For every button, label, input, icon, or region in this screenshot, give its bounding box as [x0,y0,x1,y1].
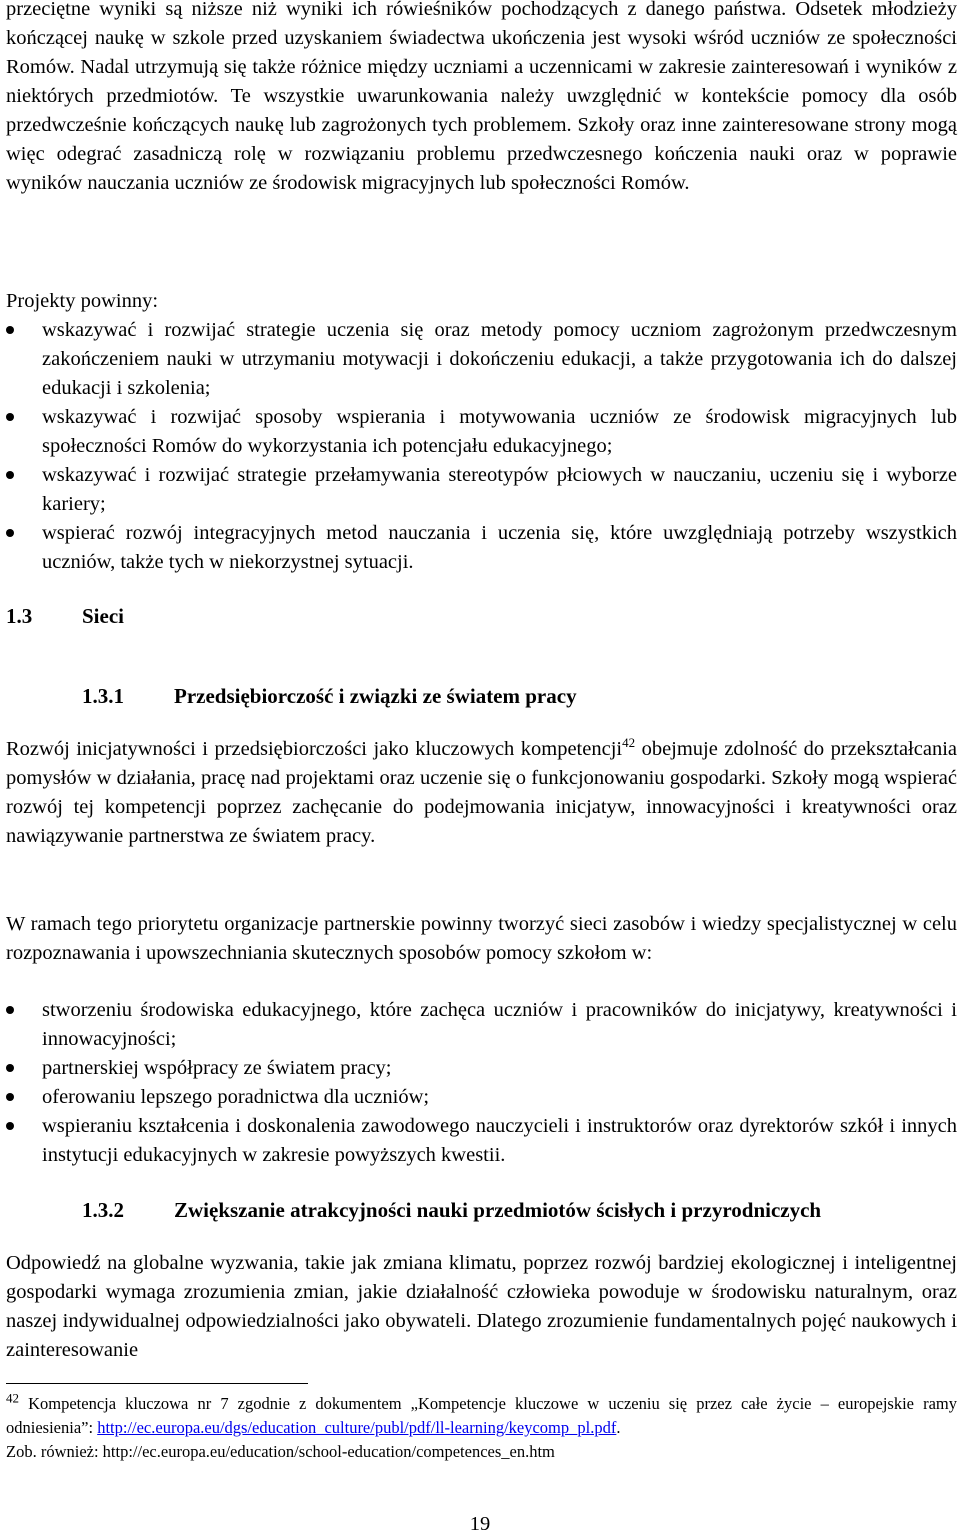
section-1-3-title: Sieci [82,604,124,628]
bullet-icon [6,1122,14,1130]
bullet-icon [6,471,14,479]
bullet-icon [6,1006,14,1014]
list-item: wskazywać i rozwijać strategie przełamywania stereotypów płciowych w nauczaniu, uczeniu się i wyborze kariery; [0,461,957,519]
bullet-icon [6,413,14,421]
list-item: stworzeniu środowiska edukacyjnego, które zachęca uczniów i pracowników do inicjatywy, kreatywności i innowacyjności; [0,996,957,1054]
network-bullet-list [0,996,957,1170]
bullet-icon [6,326,14,334]
footnote: $^{42}$ Kompetencja kluczowa nr 7 zgodnie z dokumentem „Kompetencje kluczowe w uczeniu się przez całe życie – europejskie ramy odniesienia”: http://ec.europa.eu/dgs/education_culture/publ/pdf/ll-learning/keycomp_pl.pdf. [6,1390,957,1437]
bullet-icon [6,1064,14,1072]
projects-label: Projekty powinny: [6,290,159,312]
bullet-icon [6,1093,14,1101]
footnote-number: 42 [6,1390,19,1406]
intro-paragraph: przeciętne wyniki są niższe niż wyniki ich rówieśników pochodzących z danego państwa. Odsetek młodzieży kończącej naukę w szkole przed uzyskaniem świadectwa ukończenia jest wysoki wśród uczniów ze społeczności Romów. Nadal utrzymują się także różnice między uczniami a uczennicami w zakresie zainteresowań i wyników z niektórych przedmiotów. Te wszystkie uwarunkowania należy uwzględnić w kontekście pomocy dla osób przedwcześnie kończących naukę lub zagrożonych tych problemem. Szkoły oraz inne zainteresowane strony mogą więc odegrać zasadniczą rolę w rozwiązaniu problemu przedwczesnego kończenia nauki oraz w poprawie wyników nauczania uczniów ze środowisk migracyjnych lub społeczności Romów. [6,0,957,194]
bullet-icon [6,529,14,537]
list-item: wskazywać i rozwijać strategie uczenia się oraz metody pomocy uczniom zagrożonym przedwczesnym zakończeniem nauki w utrzymaniu motywacji i dokończeniu edukacji, a także przygotowania ich do dalszej edukacji i szkolenia; [0,316,957,403]
list-item: wskazywać i rozwijać sposoby wspierania i motywowania uczniów ze środowisk migracyjnych lub społeczności Romów do wykorzystania ich potencjału edukacyjnego; [0,403,957,461]
page-number: 19 [469,1513,491,1535]
list-item: wspierać rozwój integracyjnych metod nauczania i uczenia się, które uwzględniają potrzeby wszystkich uczniów, także tych w niekorzystnej sytuacji. [0,519,957,577]
paragraph-networks: W ramach tego priorytetu organizacje partnerskie powinny tworzyć sieci zasobów i wiedzy specjalistycznej w celu rozpoznawania i upowszechniania skutecznych sposobów pomocy szkołom w: [6,913,957,964]
footnote-see-also: Zob. również: http://ec.europa.eu/education/school-education/competences_en.htm [6,1442,555,1461]
projects-bullet-list [0,316,957,577]
paragraph-science: Odpowiedź na globalne wyzwania, takie jak zmiana klimatu, poprzez rozwój bardziej ekologicznej i inteligentnej gospodarki wymaga zrozumienia zmian, jakie działalność człowieka powoduje w środowisku naturalnym, oraz naszej indywidualnej odpowiedzialności jako obywateli. Dlatego zrozumienie fundamentalnych pojęć naukowych i zainteresowanie [6,1252,957,1361]
list-item: partnerskiej współpracy ze światem pracy; [0,1054,957,1083]
section-1-3-2-number: 1.3.2 [82,1198,124,1222]
paragraph-entrepreneurship: Rozwój inicjatywności i przedsiębiorczości jako kluczowych kompetencji$^{42}$ obejmuje zdolność do przekształcania pomysłów w działania, pracę nad projektami oraz uczenie się o funkcjonowaniu gospodarki. Szkoły mogą wspierać rozwój tej kompetencji poprzez zachęcanie do podejmowania inicjatyw, innowacyjności i kreatywności oraz nawiązywanie partnerstwa ze światem pracy. [6,735,957,847]
section-1-3-number: 1.3 [6,604,33,628]
section-1-3-1-title: Przedsiębiorczość i związki ze światem pracy [174,684,577,708]
footnote-link[interactable]: http://ec.europa.eu/dgs/education_culture/publ/pdf/ll-learning/keycomp_pl.pdf [97,1418,617,1437]
list-item: oferowaniu lepszego poradnictwa dla uczniów; [0,1083,957,1112]
footnote-divider [6,1383,308,1384]
list-item: wspieraniu kształcenia i doskonalenia zawodowego nauczycieli i instruktorów oraz dyrektorów szkół i innych instytucji edukacyjnych w zakresie powyższych kwestii. [0,1112,957,1170]
section-1-3-1-number: 1.3.1 [82,684,124,708]
section-1-3-2-title: Zwiększanie atrakcyjności nauki przedmiotów ścisłych i przyrodniczych [174,1198,822,1222]
footnote-reference[interactable]: 42 [622,735,636,751]
